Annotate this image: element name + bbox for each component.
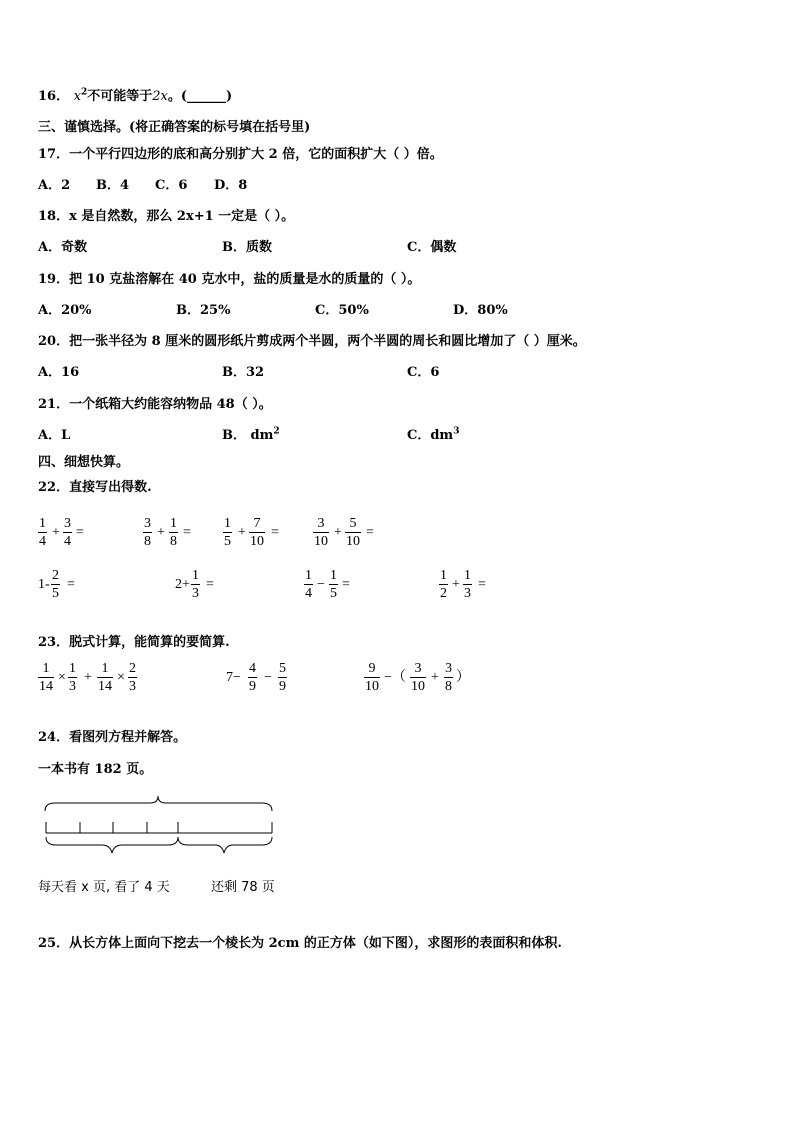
operator: + (452, 577, 460, 592)
fraction (345, 516, 361, 549)
times-sign: × (58, 670, 66, 685)
numerator: 3 (144, 516, 151, 531)
numerator: 9 (368, 661, 376, 676)
fraction (364, 661, 380, 694)
denominator: 5 (52, 586, 59, 601)
equals: = (342, 577, 350, 592)
numerator: 2 (52, 568, 59, 583)
fraction (191, 568, 200, 601)
q20-option-c: C．6 (407, 365, 440, 380)
q21-option-c-label: C．dm (407, 428, 454, 443)
denominator: 10 (314, 534, 328, 549)
fraction (128, 661, 137, 694)
q21-option-b (222, 428, 280, 444)
question-19: 19．把 10 克盐溶解在 40 克水中，盐的质量是水的质量的（ ）。 (38, 272, 421, 287)
denominator: 8 (170, 534, 177, 549)
lead-term: 1- (38, 577, 50, 592)
denominator: 3 (129, 679, 136, 694)
equals: = (271, 525, 279, 540)
equals: = (183, 525, 191, 540)
question-25: 25．从长方体上面向下挖去一个棱长为 2cm 的正方体（如下图），求图形的表面积和体积. (38, 936, 562, 951)
fraction (97, 661, 113, 694)
lead-term: 2+ (175, 577, 190, 592)
fraction (68, 661, 77, 694)
fraction (38, 661, 54, 694)
diagram-caption-right: 还剩 78 页 (211, 880, 275, 895)
plus-sign: + (431, 670, 439, 685)
numerator: 2 (129, 661, 136, 676)
fraction (329, 568, 338, 601)
denominator: 10 (250, 534, 264, 549)
denominator: 3 (464, 586, 471, 601)
equals: = (76, 525, 84, 540)
numerator: 1 (101, 661, 109, 676)
section-3-heading: 三、谨慎选择。(将正确答案的标号填在括号里) (38, 120, 311, 135)
numerator: 1 (305, 568, 312, 583)
operator: + (157, 525, 165, 540)
fraction (463, 568, 472, 601)
denominator: 10 (411, 679, 425, 694)
q19-option-a: A．20% (38, 303, 92, 318)
bottom-brace-left (46, 837, 178, 853)
times-sign: × (117, 670, 125, 685)
numerator: 4 (249, 661, 256, 676)
numerator: 1 (464, 568, 471, 583)
q16-post-text: 。(______) (167, 89, 233, 104)
equals: = (366, 525, 374, 540)
minus-sign: − (264, 670, 272, 685)
denominator: 4 (305, 586, 312, 601)
numerator: 1 (69, 661, 76, 676)
denominator: 10 (365, 679, 379, 694)
fraction (143, 516, 152, 549)
numerator: 3 (445, 661, 452, 676)
denominator: 9 (249, 679, 256, 694)
q16-variable: x (73, 89, 81, 104)
fraction (444, 661, 453, 694)
denominator: 2 (440, 586, 447, 601)
q24-subtext: 一本书有 182 页。 (38, 762, 153, 777)
numerator: 7 (253, 516, 261, 531)
bottom-brace-right (178, 837, 272, 853)
q21-option-b-label: B． dm (222, 428, 274, 443)
denominator: 3 (69, 679, 76, 694)
q21-option-b-exponent: 2 (273, 426, 280, 437)
q21-option-a: A．L (38, 428, 71, 443)
numerator: 3 (414, 661, 422, 676)
denominator: 14 (39, 679, 53, 694)
fraction (410, 661, 426, 694)
operator: + (52, 525, 60, 540)
numerator: 1 (170, 516, 177, 531)
line-segment-diagram (40, 795, 280, 860)
denominator: 14 (98, 679, 112, 694)
numerator: 3 (64, 516, 71, 531)
question-24: 24．看图列方程并解答。 (38, 730, 187, 745)
equals: = (67, 577, 75, 592)
numerator: 1 (440, 568, 447, 583)
equals: = (478, 577, 486, 592)
numerator: 1 (42, 661, 50, 676)
equals: = (206, 577, 214, 592)
denominator: 9 (279, 679, 286, 694)
operator: + (334, 525, 342, 540)
q17-option-b: B．4 (96, 178, 130, 193)
denominator: 10 (346, 534, 360, 549)
question-23: 23．脱式计算，能简算的要简算. (38, 635, 230, 650)
fraction (169, 516, 178, 549)
question-21: 21．一个纸箱大约能容纳物品 48（ ）。 (38, 397, 272, 412)
fraction (51, 568, 60, 601)
denominator: 4 (64, 534, 71, 549)
question-20: 20．把一张半径为 8 厘米的圆形纸片剪成两个半圆，两个半圆的周长和圆比增加了（ ）厘米。 (38, 334, 586, 349)
section-4-heading: 四、细想快算。 (38, 455, 130, 470)
q16-number: 16． (38, 89, 70, 104)
question-22: 22．直接写出得数. (38, 480, 152, 495)
q16-expression: 2x (152, 89, 168, 104)
top-brace (45, 796, 272, 811)
numerator: 1 (39, 516, 46, 531)
question-17: 17．一个平行四边形的底和高分别扩大 2 倍，它的面积扩大（ ）倍。 (38, 147, 443, 162)
numerator: 3 (317, 516, 325, 531)
q21-option-c (407, 428, 459, 444)
operator: − (317, 577, 325, 592)
fraction (439, 568, 448, 601)
fraction (38, 516, 47, 549)
lead-term: 7− (226, 670, 241, 685)
q16-exponent: 2 (80, 87, 88, 98)
numerator: 1 (330, 568, 337, 583)
fraction (249, 516, 265, 549)
q19-option-c: C．50% (315, 303, 369, 318)
diagram-caption-left: 每天看 x 页, 看了 4 天 (38, 880, 170, 895)
numerator: 5 (279, 661, 286, 676)
q17-option-c: C．6 (155, 178, 188, 193)
question-18: 18．x 是自然数，那么 2x+1 一定是（ ）。 (38, 209, 295, 224)
denominator: 5 (330, 586, 337, 601)
fraction (313, 516, 329, 549)
denominator: 5 (224, 534, 231, 549)
minus-paren: −（ (384, 670, 406, 685)
q17-option-a: A．2 (38, 178, 71, 193)
denominator: 4 (39, 534, 46, 549)
q17-option-d: D．8 (214, 178, 248, 193)
q18-option-a: A．奇数 (38, 240, 88, 255)
fraction (223, 516, 232, 549)
fraction (278, 661, 287, 694)
q20-option-a: A．16 (38, 365, 80, 380)
q18-option-b: B．质数 (222, 240, 272, 255)
fraction (304, 568, 313, 601)
q18-option-c: C．偶数 (407, 240, 457, 255)
denominator: 3 (192, 586, 199, 601)
denominator: 8 (144, 534, 151, 549)
q19-option-d: D．80% (453, 303, 508, 318)
q16-mid-text: 不可能等于 (87, 89, 153, 104)
fraction (63, 516, 72, 549)
close-paren: ） (456, 670, 470, 685)
q21-option-c-exponent: 3 (453, 426, 460, 437)
numerator: 1 (192, 568, 199, 583)
denominator: 8 (445, 679, 452, 694)
question-16 (38, 89, 232, 105)
q19-option-b: B．25% (176, 303, 231, 318)
plus-sign: + (84, 670, 92, 685)
numerator: 1 (224, 516, 231, 531)
operator: + (238, 525, 246, 540)
q20-option-b: B．32 (222, 365, 265, 380)
fraction (248, 661, 257, 694)
numerator: 5 (349, 516, 357, 531)
